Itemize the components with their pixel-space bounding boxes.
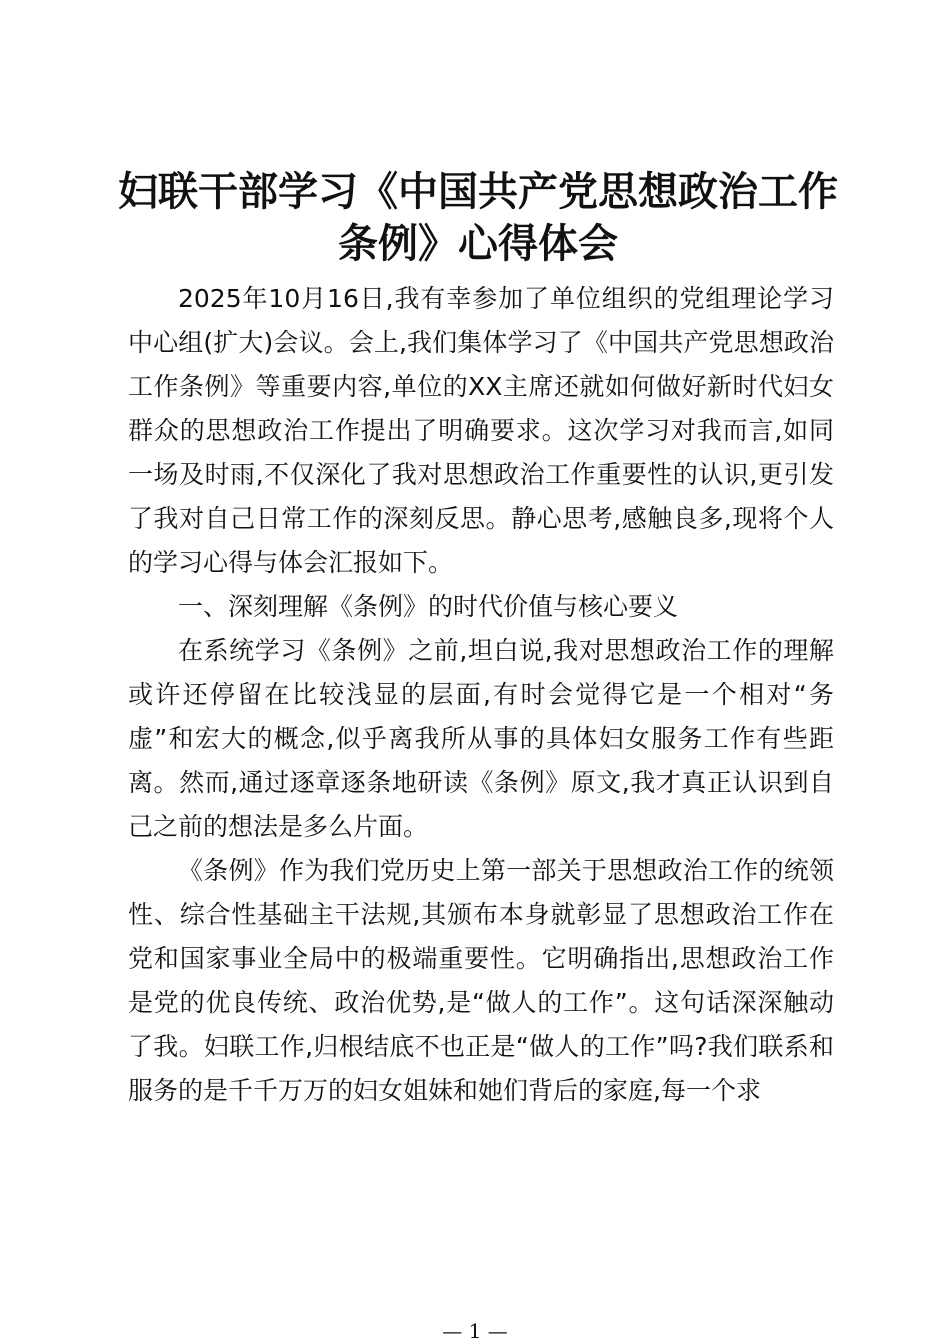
paragraph-understanding: 在系统学习《条例》之前,坦白说,我对思想政治工作的理解或许还停留在比较浅显的层面,有时会觉得它是一个相对“务虚”和宏大的概念,似乎离我所从事的具体妇女服务工作有些距离。然而,通过逐章逐条地研读《条例》原文,我才真正认识到自己之前的想法是多么片面。 bbox=[128, 636, 834, 841]
page-number: — 1 — bbox=[442, 1319, 508, 1343]
section-heading: 一、深刻理解《条例》的时代价值与核心要义 bbox=[178, 592, 679, 621]
paragraph-regulation-significance: 《条例》作为我们党历史上第一部关于思想政治工作的统领性、综合性基础主干法规,其颁布本身就彰显了思想政治工作在党和国家事业全局中的极端重要性。它明确指出,思想政治工作是党的优良传统、政治优势,是“做人的工作”。这句话深深触动了我。妇联工作,归根结底不也正是“做人的工作”吗?我们联系和服务的是千千万万的妇女姐妹和她们背后的家庭,每一个求 bbox=[128, 856, 834, 1105]
page-title: 妇联干部学习《中国共产党思想政治工作条例》心得体会 bbox=[118, 169, 838, 267]
paragraph-intro: 2025年10月16日,我有幸参加了单位组织的党组理论学习中心组(扩大)会议。会上,我们集体学习了《中国共产党思想政治工作条例》等重要内容,单位的XX主席还就如何做好新时代妇女群众的思想政治工作提出了明确要求。这次学习对我而言,如同一场及时雨,不仅深化了我对思想政治工作重要性的认识,更引发了我对自己日常工作的深刻反思。静心思考,感触良多,现将个人的学习心得与体会汇报如下。 bbox=[128, 284, 834, 577]
document-body bbox=[128, 277, 834, 1113]
